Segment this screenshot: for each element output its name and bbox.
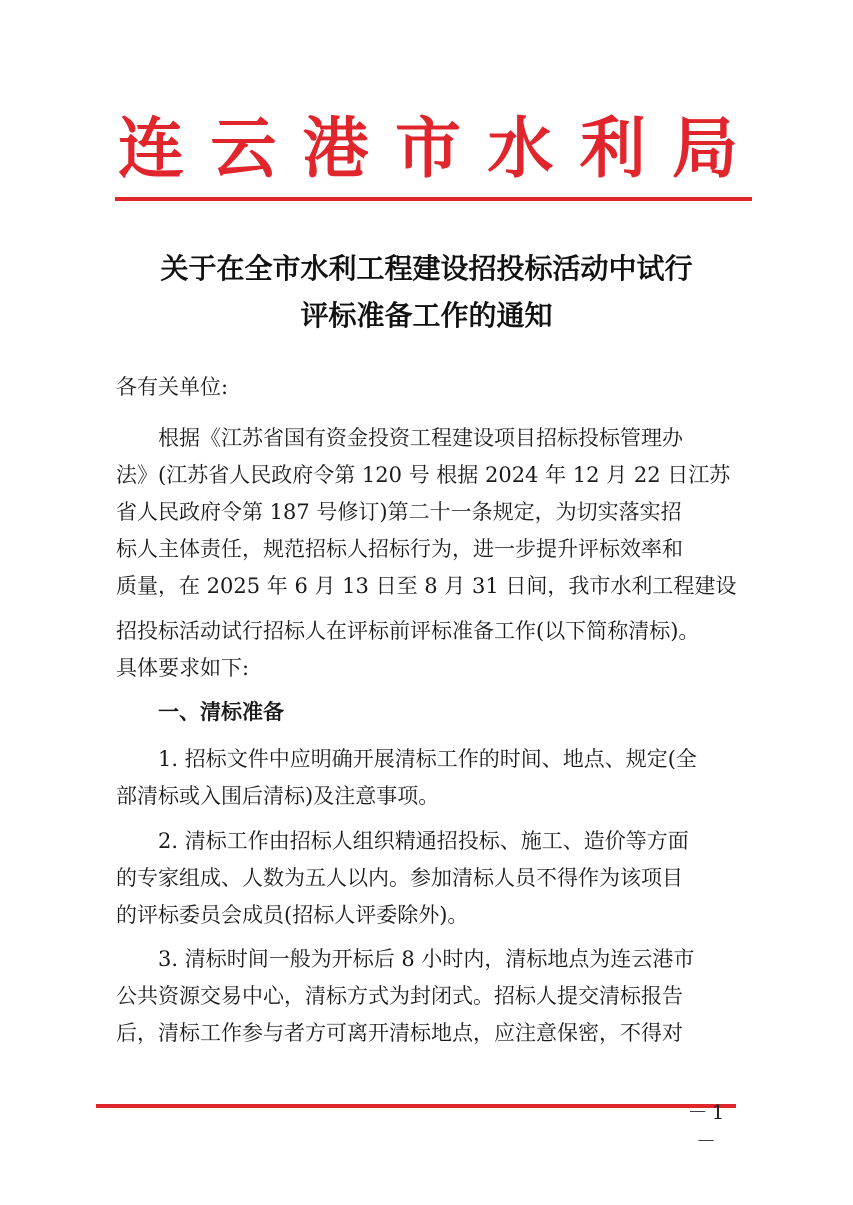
footer-red-rule [96,1104,736,1108]
paragraph-line: 标人主体责任，规范招标人招标行为，进一步提升评标效率和 [116,537,683,561]
paragraph-line: 的评标委员会成员(招标人评委除外)。 [116,903,469,927]
header-char: 水 [487,109,554,187]
paragraph-line: 质量，在 2025 年 6 月 13 日至 8 月 31 日间，我市水利工程建设 [116,574,737,598]
header-char: 利 [579,109,646,187]
paragraph-line: 省人民政府令第 187 号修订)第二十一条规定，为切实落实招 [116,500,682,524]
header-red-rule [115,197,752,201]
paragraph-line: 根据《江苏省国有资金投资工程建设项目招标投标管理办 [116,426,683,450]
paragraph-line: 法》(江苏省人民政府令第 120 号 根据 2024 年 12 月 22 日江苏 [116,463,731,487]
section-heading: 一、清标准备 [116,700,284,724]
header-char: 市 [394,109,461,187]
paragraph-line: 招投标活动试行招标人在评标前评标准备工作(以下简称清标)。 [116,619,700,643]
salutation: 各有关单位: [116,375,229,399]
paragraph-line: 的专家组成、人数为五人以内。参加清标人员不得作为该项目 [116,866,683,890]
paragraph-line: 后，清标工作参与者方可离开清标地点，应注意保密，不得对 [116,1021,683,1045]
document-title-line-2: 评标准备工作的通知 [300,299,553,332]
paragraph-line: 3. 清标时间一般为开标后 8 小时内，清标地点为连云港市 [116,947,695,971]
paragraph-line: 具体要求如下: [116,656,250,680]
paragraph-line: 1. 招标文件中应明确开展清标工作的时间、地点、规定(全 [116,747,697,771]
paragraph-line: 公共资源交易中心，清标方式为封闭式。招标人提交清标报告 [116,984,683,1008]
paragraph-line: 部清标或入围后清标)及注意事项。 [116,784,440,808]
header-char: 云 [210,109,277,187]
header-char: 连 [118,109,184,187]
header-char: 局 [671,109,738,187]
paragraph-line: 2. 清标工作由招标人组织精通招投标、施工、造价等方面 [116,829,689,853]
header-char: 港 [302,109,369,187]
issuing-authority-header [118,108,738,188]
page-number: －1－ [687,1100,729,1153]
document-title-line-1: 关于在全市水利工程建设招投标活动中试行 [160,252,693,285]
